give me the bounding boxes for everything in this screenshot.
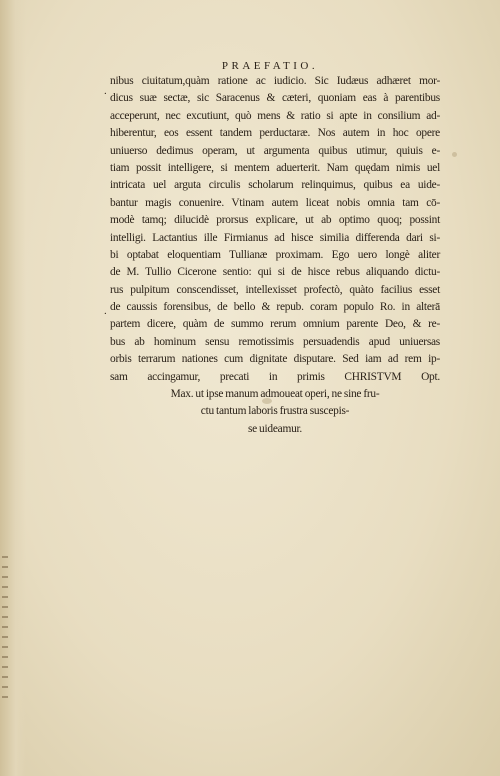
running-head: PRAEFATIO.	[221, 60, 319, 72]
text-line: bi optabat eloquentiam Tullianæ proximam. Ego uero longè aliter	[110, 248, 440, 261]
text-line: sam accingamur, precati in primis CHRISTVM Opt.	[110, 370, 440, 383]
body-text	[110, 73, 440, 438]
text-line: dicus suæ sectæ, sic Saracenus & cæteri, quoniam eas à parentibus	[110, 92, 440, 105]
text-line: modè tamq; dilucidè prorsus explicare, ut ab optimo quoq; possint	[110, 214, 440, 227]
text-line: orbis terrarum nationes cum dignitate disputare. Sed iam ad rem ip-	[110, 353, 440, 366]
text-line: bantur magis conuenire. Vtinam autem liceat nobis omnia tam cō-	[110, 196, 440, 209]
text-line: de caussis forensibus, de bello & repub. coram populo Ro. in alterā	[110, 301, 440, 314]
text-line: rus pulpitum conscendisset, intellexisset profectò, quàto facilius esset	[110, 283, 440, 296]
text-line: intricata uel arguta circulis scholarum relinquimus, quibus ea uide-	[110, 179, 440, 192]
tail-line: se uideamur.	[247, 422, 303, 435]
tail-line: ctu tantum laboris frustra suscepis-	[200, 405, 350, 418]
text-line: intelligi. Lactantius ille Firmianus ad hisce similia differenda dari si-	[110, 231, 440, 244]
text-line: acceperunt, nec excutiunt, quò mens & ratio si apte in consilium ad-	[110, 109, 440, 122]
ink-blot	[262, 398, 272, 404]
ink-blot	[452, 152, 457, 157]
tail-line: Max. ut ipse manum admoueat operi, ne sine fru-	[170, 388, 380, 401]
text-line: uniuerso dedimus operam, ut argumenta quibus utimur, quiuis e-	[110, 144, 440, 157]
text-line: partem dicere, quàm de summo rerum omnium parente Deo, & re-	[110, 318, 440, 331]
text-line: hiberentur, eos essent tandem perductaræ. Nos autem in hoc opere	[110, 127, 440, 140]
text-line: nibus ciuitatum,quàm ratione ac iudicio. Sic Iudæus adhæret mor-	[110, 75, 440, 87]
text-line: tiam possit intelligere, si mentem aduerterit. Nam quędam nimis uel	[110, 161, 440, 174]
text-line: de M. Tullio Cicerone sentio: qui si de hisce rebus aliquando dictu-	[110, 266, 440, 279]
margin-mark-lower: .	[104, 305, 107, 317]
page-edge-marks	[2, 556, 12, 726]
text-line: bus ab hominum sensu remotissimis persuadendis apud uniuersas	[110, 335, 440, 348]
margin-mark-upper: .	[104, 85, 107, 97]
